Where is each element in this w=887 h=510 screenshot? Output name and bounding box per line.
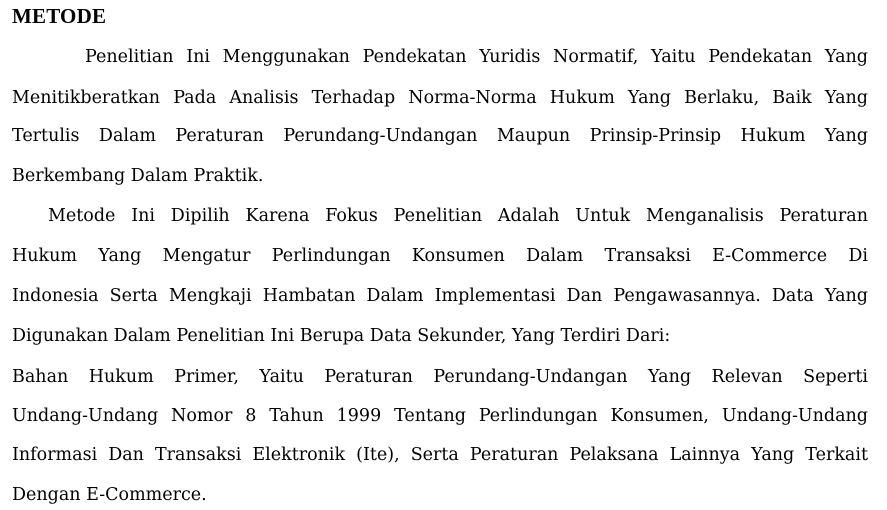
paragraph-line: Bahan Hukum Primer, Yaitu Peraturan Perundang-Undangan Yang Relevan Seperti (12, 367, 868, 387)
section-heading: METODE (12, 4, 107, 28)
paragraph-line: Tertulis Dalam Peraturan Perundang-Undangan Maupun Prinsip-Prinsip Hukum Yang (12, 126, 868, 146)
paragraph-line: Metode Ini Dipilih Karena Fokus Penelitian Adalah Untuk Menganalisis Peraturan (48, 206, 868, 226)
paragraph-line: Digunakan Dalam Penelitian Ini Berupa Data Sekunder, Yang Terdiri Dari: (12, 326, 671, 346)
paragraph-line: Hukum Yang Mengatur Perlindungan Konsumen Dalam Transaksi E-Commerce Di (12, 246, 868, 266)
paragraph-line: Berkembang Dalam Praktik. (12, 166, 264, 186)
paragraph-line: Undang-Undang Nomor 8 Tahun 1999 Tentang Perlindungan Konsumen, Undang-Undang (12, 406, 868, 426)
paragraph-line: Menitikberatkan Pada Analisis Terhadap Norma-Norma Hukum Yang Berlaku, Baik Yang (12, 88, 868, 108)
paragraph-line: Dengan E-Commerce. (12, 485, 207, 505)
paragraph-line: Indonesia Serta Mengkaji Hambatan Dalam Implementasi Dan Pengawasannya. Data Yang (12, 286, 868, 306)
paragraph-line: Informasi Dan Transaksi Elektronik (Ite), Serta Peraturan Pelaksana Lainnya Yang Terkait (12, 445, 868, 465)
paragraph-line: Penelitian Ini Menggunakan Pendekatan Yuridis Normatif, Yaitu Pendekatan Yang (85, 47, 868, 67)
